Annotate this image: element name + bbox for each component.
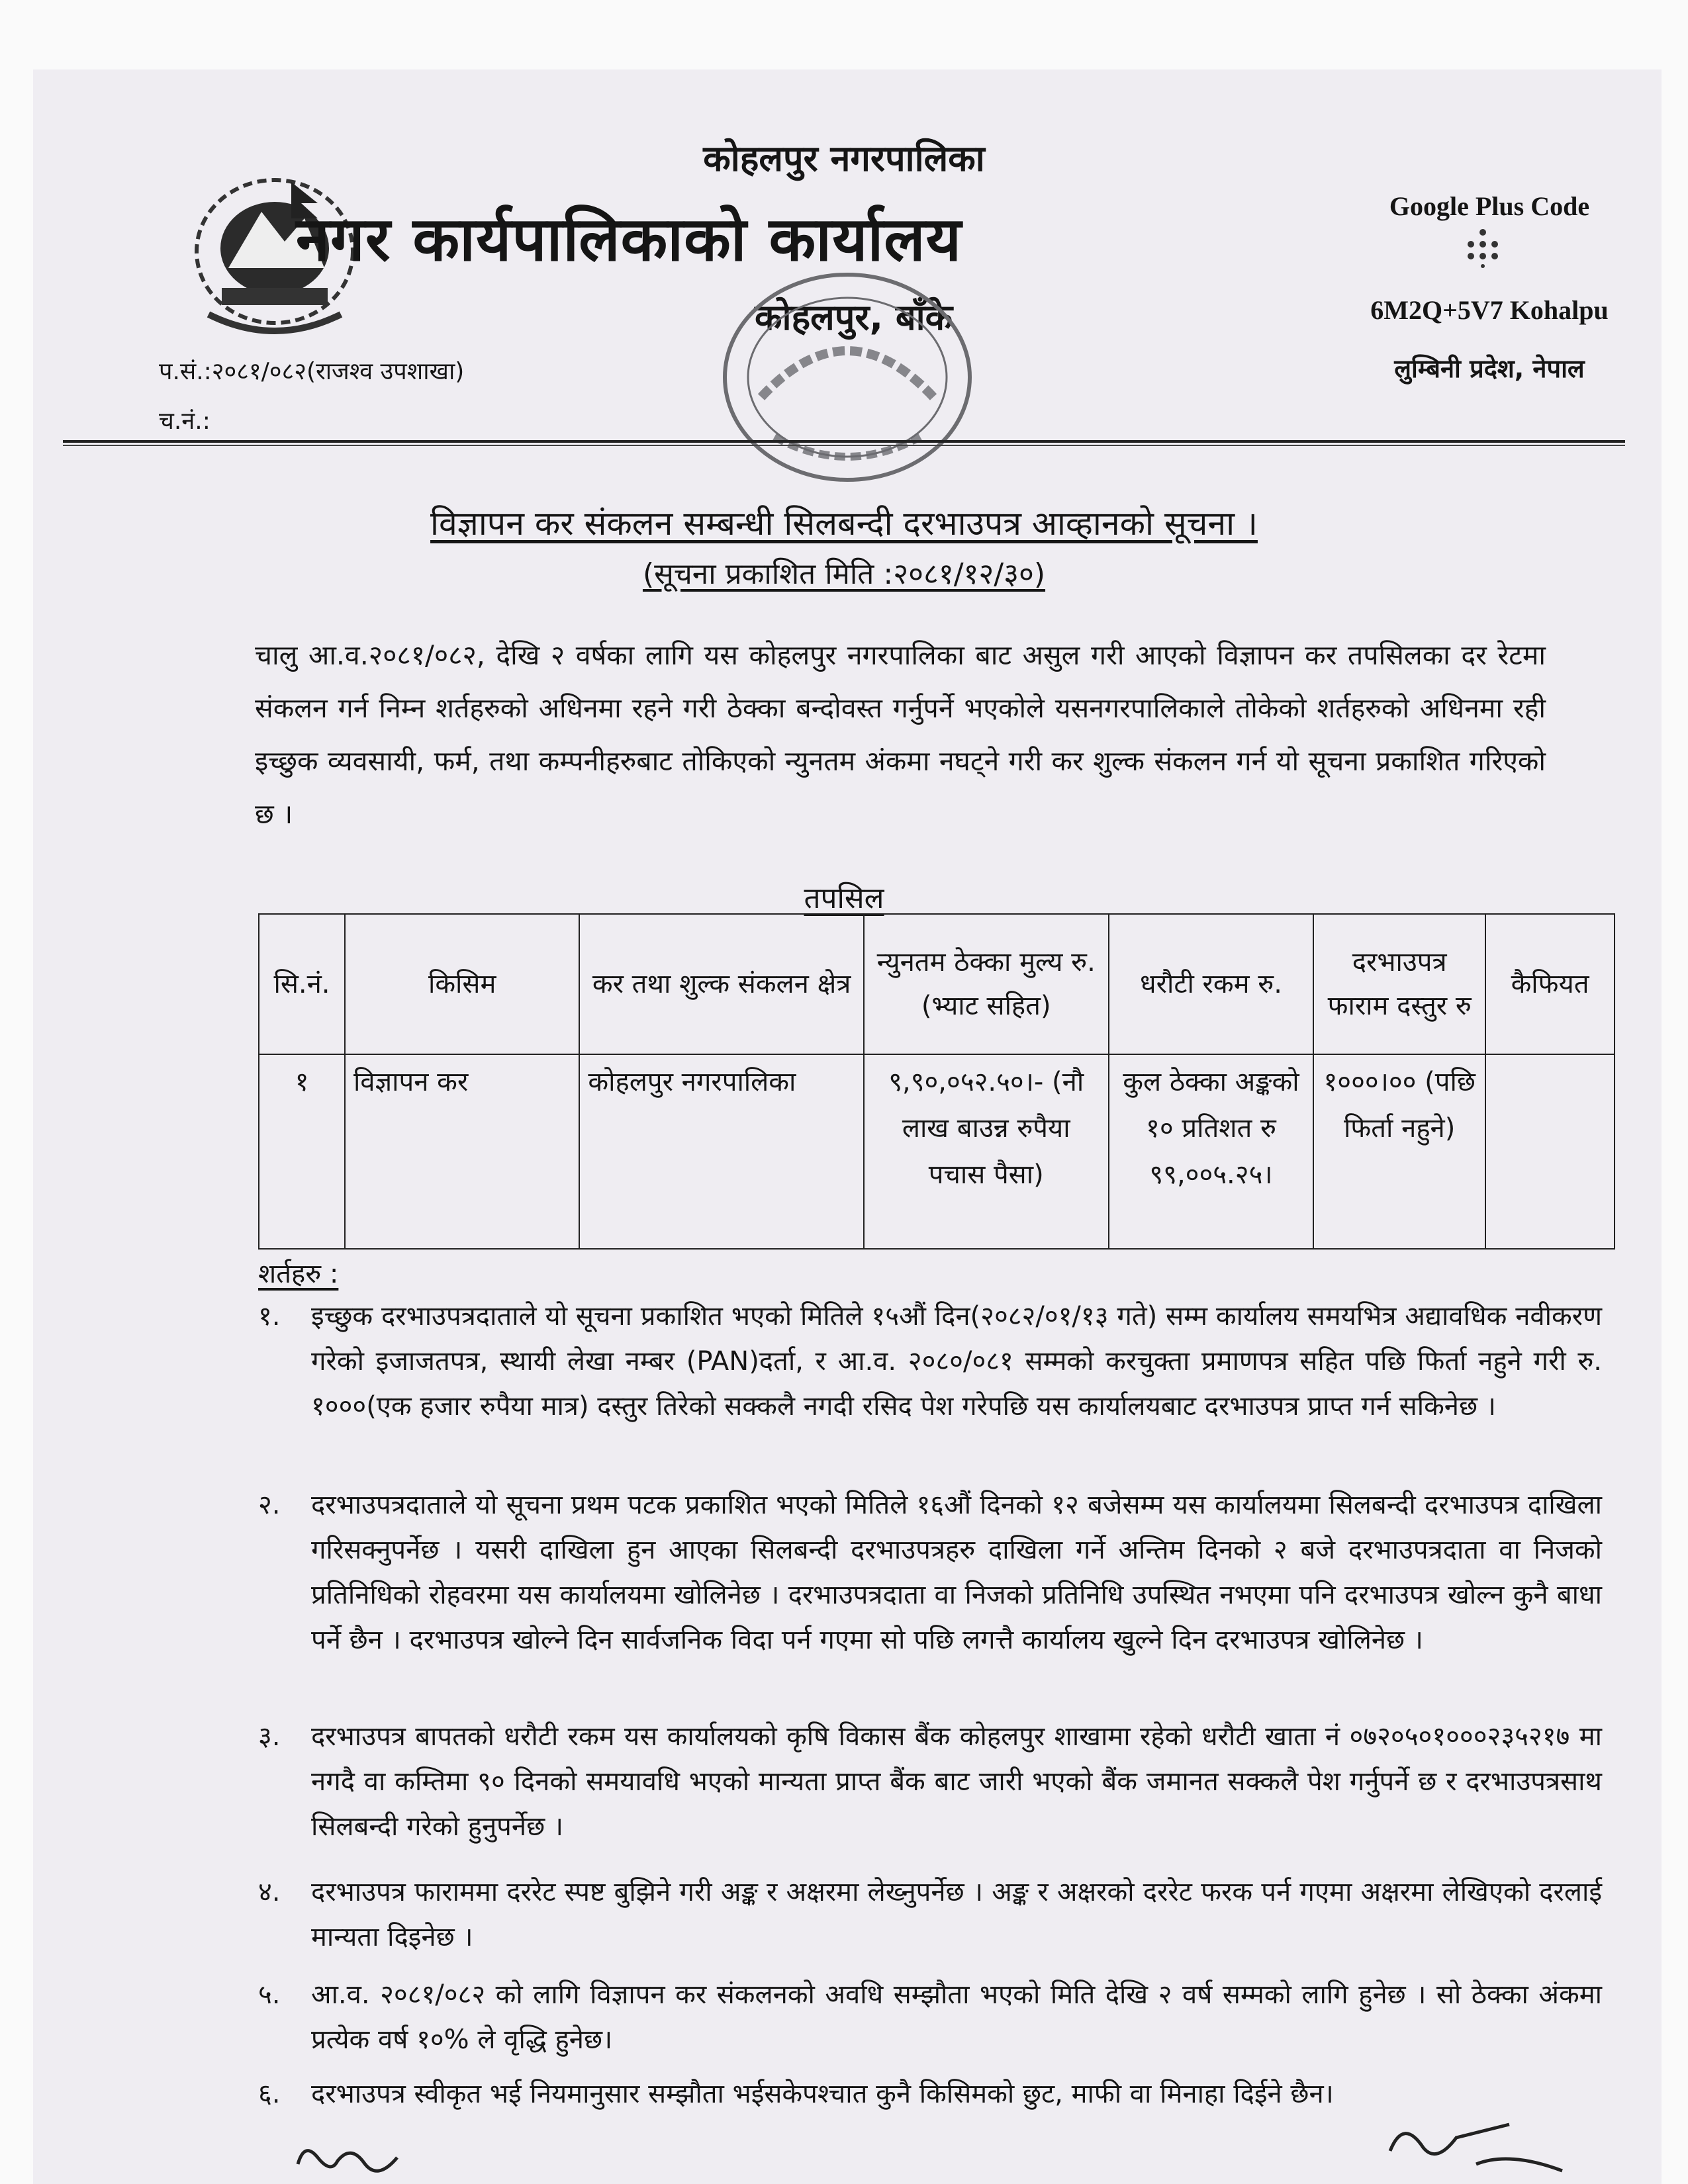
cell-min-contract-value: ९,९०,०५२.५०।- (नौ लाख बाउन्न रुपैया पचास पैसा) bbox=[864, 1054, 1109, 1249]
condition-number: २. bbox=[258, 1490, 281, 1520]
plus-code-label: Google Plus Code bbox=[1389, 191, 1590, 221]
condition-item bbox=[258, 2071, 1602, 2116]
publication-date-text: (सूचना प्रकाशित मिति :२०८१/१२/३०) bbox=[642, 557, 1046, 591]
province: लुम्बिनी प्रदेश, नेपाल bbox=[1394, 354, 1585, 383]
condition-number: ६. bbox=[258, 2079, 281, 2109]
table-row bbox=[259, 1054, 1615, 1249]
condition-number: ३. bbox=[258, 1721, 281, 1752]
condition-text: इच्छुक दरभाउपत्रदाताले यो सूचना प्रकाशित भएको मितिले १५औं दिन(२०८२/०१/१३ गते) सम्म कार्यालय समयभित्र अद्यावधिक नवीकरण गरेको इजाजतपत्र, स्थायी लेखा नम्बर (PAN)दर्ता, र आ.व. २०८०/०८१ सम्मको करचुक्ता प्रमाणपत्र सहित पछि फिर्ता नहुने गरी रु. १०००(एक हजार रुपैया मात्र) दस्तुर तिरेको सक्कलै नगदी रसिद पेश गरेपछि यस कार्यालयबाट दरभाउपत्र प्राप्त गर्न सकिनेछ । bbox=[311, 1301, 1602, 1422]
schedule-caption-text: तपसिल bbox=[804, 882, 884, 915]
condition-item bbox=[258, 1870, 1602, 1960]
municipality-name: कोहलपुर नगरपालिका bbox=[703, 138, 985, 179]
plus-code-dots-icon bbox=[1463, 228, 1503, 268]
header-rule-thin bbox=[63, 445, 1625, 446]
office-name: नगर कार्यपालिकाको कार्यालय bbox=[295, 204, 962, 275]
condition-number: ४. bbox=[258, 1877, 281, 1907]
condition-item bbox=[258, 1714, 1602, 1849]
reference-number: प.सं.:२०८१/०८२(राजश्व उपशाखा) bbox=[159, 358, 465, 385]
schedule-caption bbox=[0, 877, 1688, 917]
cell-deposit-amount: कुल ठेक्का अङ्कको १० प्रतिशत रु ९९,००५.२५। bbox=[1109, 1054, 1314, 1249]
condition-text: दरभाउपत्रदाताले यो सूचना प्रथम पटक प्रकाशित भएको मितिले १६औं दिनको १२ बजेसम्म यस कार्यालयमा सिलबन्दी दरभाउपत्र दाखिला गरिसक्नुपर्नेछ । यसरी दाखिला हुन आएका सिलबन्दी दरभाउपत्रहरु दाखिला गर्ने अन्तिम दिनको २ बजे दरभाउपत्रदाता वा निजको प्रतिनिधिको रोहवरमा यस कार्यालयमा खोलिनेछ । दरभाउपत्रदाता वा निजको प्रतिनिधि उपस्थित नभएमा पनि दरभाउपत्र खोल्न कुनै बाधा पर्ने छैन । दरभाउपत्र खोल्ने दिन सार्वजनिक विदा पर्न गएमा सो पछि लगत्तै कार्यालय खुल्ने दिन दरभाउपत्र खोलिनेछ । bbox=[311, 1490, 1602, 1655]
notice-title-text: विज्ञापन कर संकलन सम्बन्धी सिलबन्दी दरभाउपत्र आव्हानको सूचना । bbox=[430, 504, 1258, 543]
header-min-contract-value: न्युनतम ठेक्का मुल्य रु. (भ्याट सहित) bbox=[864, 914, 1109, 1054]
condition-item bbox=[258, 1294, 1602, 1429]
header-remarks: कैफियत bbox=[1485, 914, 1615, 1054]
cell-remarks bbox=[1485, 1054, 1615, 1249]
cell-serial: १ bbox=[259, 1054, 345, 1249]
notice-title bbox=[0, 500, 1688, 545]
conditions-title: शर्तहरु : bbox=[258, 1259, 339, 1289]
schedule-header-row bbox=[259, 914, 1615, 1054]
signature-icon bbox=[1377, 2111, 1575, 2177]
office-stamp-icon bbox=[715, 265, 980, 490]
signature-icon bbox=[291, 2138, 410, 2177]
header-rule bbox=[63, 440, 1625, 443]
office-location: कोहलपुर, बाँके bbox=[755, 296, 953, 338]
header-type: किसिम bbox=[345, 914, 579, 1054]
plus-code: 6M2Q+5V7 Kohalpu bbox=[1370, 295, 1609, 325]
condition-number: ५. bbox=[258, 1979, 281, 2010]
cell-form-fee: १०००।०० (पछि फिर्ता नहुने) bbox=[1313, 1054, 1485, 1249]
intro-paragraph: चालु आ.व.२०८१/०८२, देखि २ वर्षका लागि यस कोहलपुर नगरपालिका बाट असुल गरी आएको विज्ञापन कर तपसिलका दर रेटमा संकलन गर्न निम्न शर्तहरुको अधिनमा रहने गरी ठेक्का बन्दोवस्त गर्नुपर्ने भएकोले यसनगरपालिकाले तोकेको शर्तहरुको अधिनमा रही इच्छुक व्यवसायी, फर्म, तथा कम्पनीहरुबाट तोकिएको न्युनतम अंकमा नघट्ने गरी कर शुल्क संकलन गर्न यो सूचना प्रकाशित गरिएको छ । bbox=[255, 639, 1546, 830]
condition-text: आ.व. २०८१/०८२ को लागि विज्ञापन कर संकलनको अवधि सम्झौता भएको मिति देखि २ वर्ष सम्मको लागि हुनेछ । सो ठेक्का अंकमा प्रत्येक वर्ष १०% ले वृद्धि हुनेछ। bbox=[311, 1979, 1602, 2055]
header-form-fee: दरभाउपत्र फाराम दस्तुर रु bbox=[1313, 914, 1485, 1054]
header-deposit-amount: धरौटी रकम रु. bbox=[1109, 914, 1314, 1054]
cell-type: विज्ञापन कर bbox=[345, 1054, 579, 1249]
condition-item bbox=[258, 1482, 1602, 1662]
condition-item bbox=[258, 1972, 1602, 2062]
cell-collection-area: कोहलपुर नगरपालिका bbox=[579, 1054, 863, 1249]
dispatch-number: च.नं.: bbox=[159, 408, 211, 435]
schedule-table bbox=[258, 913, 1615, 1250]
condition-number: १. bbox=[258, 1301, 281, 1332]
condition-text: दरभाउपत्र स्वीकृत भई नियमानुसार सम्झौता भईसकेपश्चात कुनै किसिमको छुट, माफी वा मिनाहा दिईने छैन। bbox=[311, 2079, 1334, 2109]
condition-text: दरभाउपत्र बापतको धरौटी रकम यस कार्यालयको कृषि विकास बैंक कोहलपुर शाखामा रहेको धरौटी खाता नं ०७२०५०१०००२३५२१७ मा नगदै वा कम्तिमा ९० दिनको समयावधि भएको मान्यता प्राप्त बैंक बाट जारी भएको बैंक जमानत सक्कलै पेश गर्नुपर्ने छ र दरभाउपत्रसाथ सिलबन्दी गरेको हुनुपर्नेछ । bbox=[311, 1721, 1602, 1842]
condition-text: दरभाउपत्र फाराममा दररेट स्पष्ट बुझिने गरी अङ्क र अक्षरमा लेख्नुपर्नेछ । अङ्क र अक्षरको दररेट फरक पर्न गएमा अक्षरमा लेखिएको दरलाई मान्यता दिइनेछ । bbox=[311, 1877, 1602, 1952]
header-collection-area: कर तथा शुल्क संकलन क्षेत्र bbox=[579, 914, 863, 1054]
publication-date bbox=[0, 553, 1688, 592]
header-serial: सि.नं. bbox=[259, 914, 345, 1054]
